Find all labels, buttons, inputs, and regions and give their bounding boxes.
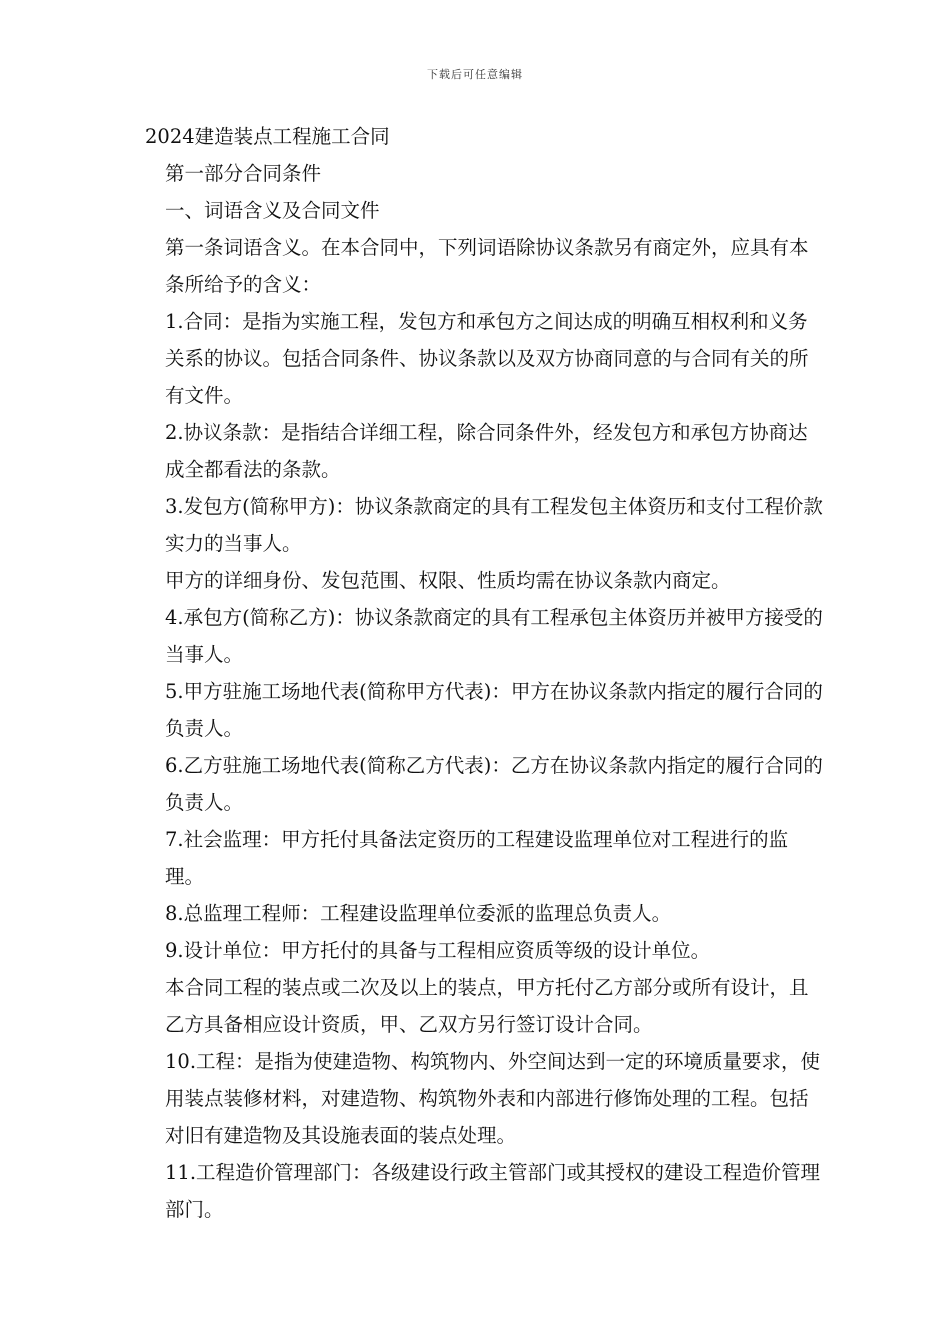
page-header-note: 下载后可任意编辑 <box>427 68 523 81</box>
paragraph-item-10: 10.工程：是指为使建造物、构筑物内、外空间达到一定的环境质量要求，使用装点装修材料，对建造物、构筑物外表和内部进行修饰处理的工程。包括对旧有建造物及其设施表面的装点处理。 <box>165 1050 821 1147</box>
paragraph-party-a-note: 甲方的详细身份、发包范围、权限、性质均需在协议条款内商定。 <box>165 569 731 592</box>
section-heading: 一、词语含义及合同文件 <box>165 199 380 222</box>
paragraph-item-8: 8.总监理工程师：工程建设监理单位委派的监理总负责人。 <box>165 902 672 925</box>
paragraph-article-1: 第一条词语含义。在本合同中，下列词语除协议条款另有商定外，应具有本条所给予的含义： <box>165 236 809 296</box>
part-heading: 第一部分合同条件 <box>165 162 322 185</box>
document-title: 2024建造装点工程施工合同 <box>145 125 390 148</box>
paragraph-item-11: 11.工程造价管理部门：各级建设行政主管部门或其授权的建设工程造价管理部门。 <box>165 1161 821 1221</box>
paragraph-item-6: 6.乙方驻施工场地代表(简称乙方代表)：乙方在协议条款内指定的履行合同的负责人。 <box>165 754 823 814</box>
paragraph-item-5: 5.甲方驻施工场地代表(简称甲方代表)：甲方在协议条款内指定的履行合同的负责人。 <box>165 680 823 740</box>
paragraph-item-3: 3.发包方(简称甲方)：协议条款商定的具有工程发包主体资历和支付工程价款实力的当事人。 <box>165 495 823 555</box>
document-body <box>145 118 825 1228</box>
paragraph-item-2: 2.协议条款：是指结合详细工程，除合同条件外，经发包方和承包方协商达成全都看法的条款。 <box>165 421 808 481</box>
paragraph-item-9: 9.设计单位：甲方托付的具备与工程相应资质等级的设计单位。 <box>165 939 711 962</box>
paragraph-design-note: 本合同工程的装点或二次及以上的装点，甲方托付乙方部分或所有设计，且乙方具备相应设计资质，甲、乙双方另行签订设计合同。 <box>165 976 809 1036</box>
paragraph-item-4: 4.承包方(简称乙方)：协议条款商定的具有工程承包主体资历并被甲方接受的当事人。 <box>165 606 823 666</box>
paragraph-item-7: 7.社会监理：甲方托付具备法定资历的工程建设监理单位对工程进行的监理。 <box>165 828 789 888</box>
paragraph-item-1: 1.合同：是指为实施工程，发包方和承包方之间达成的明确互相权利和义务关系的协议。包括合同条件、协议条款以及双方协商同意的与合同有关的所有文件。 <box>165 310 809 407</box>
